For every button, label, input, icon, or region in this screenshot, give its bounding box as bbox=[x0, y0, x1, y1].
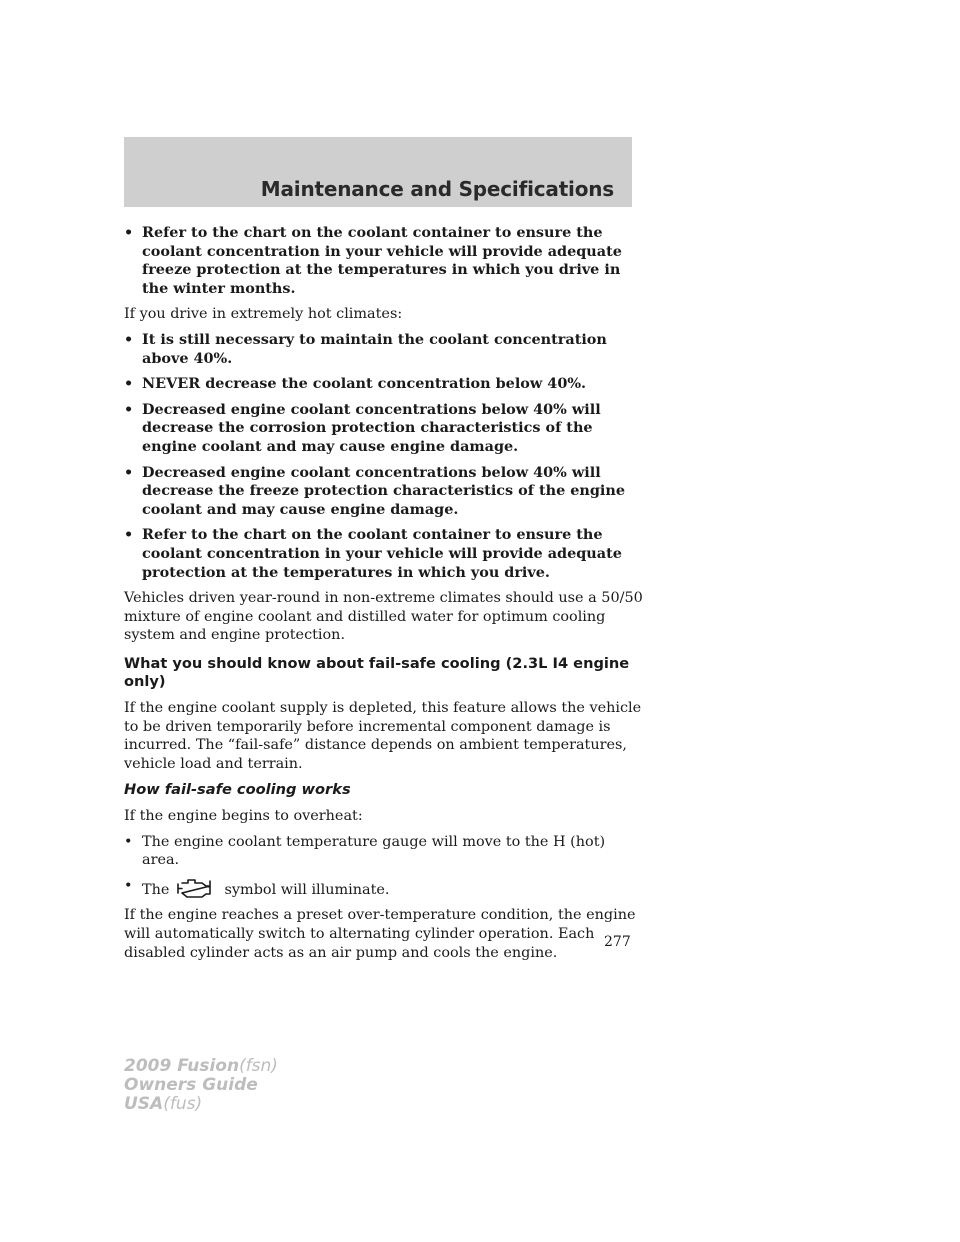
bullet-dot: • bbox=[124, 463, 134, 481]
bullet-text: It is still necessary to maintain the coolant concentration above 40%. bbox=[142, 330, 607, 367]
footer-model-code: (fsn) bbox=[239, 1056, 278, 1076]
footer-doc-id bbox=[124, 1057, 278, 1114]
footer-line-3 bbox=[124, 1095, 278, 1114]
bullet-text-pre: The bbox=[142, 881, 170, 898]
bullet-dot: • bbox=[124, 375, 134, 393]
bullet-dot: • bbox=[124, 833, 133, 850]
bullet-item bbox=[124, 526, 644, 582]
section-header-band bbox=[124, 137, 632, 207]
bullet-text: Decreased engine coolant concentrations below 40% will decrease the corrosion protection characteristics of the engine coolant and may cause engine damage. bbox=[142, 400, 601, 455]
footer-region-code: (fus) bbox=[163, 1094, 203, 1114]
footer-line-1 bbox=[124, 1057, 278, 1076]
check-engine-icon bbox=[176, 877, 214, 899]
footer-region: USA bbox=[124, 1094, 164, 1114]
footer-model: 2009 Fusion bbox=[124, 1056, 240, 1076]
paragraph-overheat: If the engine begins to overheat: bbox=[124, 808, 363, 825]
bullet-item bbox=[124, 224, 644, 298]
bullet-item bbox=[124, 375, 644, 394]
footer-line-2: Owners Guide bbox=[124, 1075, 258, 1095]
bullet-item bbox=[124, 877, 644, 900]
bullet-text: The engine coolant temperature gauge will move to the H (hot) area. bbox=[142, 833, 606, 869]
paragraph-coolant-depleted: If the engine coolant supply is depleted, this feature allows the vehicle to be driven temporarily before incremental component damage is incurred. The “fail-safe” distance depends on ambient temperatures, vehicle load and terrain. bbox=[124, 700, 642, 772]
bullet-text-post: symbol will illuminate. bbox=[224, 881, 390, 898]
bullet-dot: • bbox=[124, 224, 134, 241]
page-number: 277 bbox=[604, 934, 631, 950]
bullet-item bbox=[124, 331, 644, 368]
paragraph-hot-climates: If you drive in extremely hot climates: bbox=[124, 306, 403, 323]
page-content bbox=[124, 224, 644, 969]
bullet-dot: • bbox=[124, 330, 134, 348]
heading-fail-safe-cooling: What you should know about fail-safe cooling (2.3L I4 engine only) bbox=[124, 654, 630, 691]
bullet-text: Refer to the chart on the coolant container to ensure the coolant concentration in your vehicle will provide adequate protection at the temperatures in which you drive. bbox=[142, 526, 622, 581]
bullet-dot: • bbox=[124, 526, 134, 544]
bullet-text: Decreased engine coolant concentrations below 40% will decrease the freeze protection characteristics of the engine coolant and may cause engine damage. bbox=[142, 463, 625, 518]
paragraph-year-round: Vehicles driven year-round in non-extreme climates should use a 50/50 mixture of engine coolant and distilled water for optimum cooling system and engine protection. bbox=[124, 590, 643, 644]
bullet-item bbox=[124, 833, 644, 870]
bullet-text: Refer to the chart on the coolant container to ensure the coolant concentration in your vehicle will provide adequate freeze protection at the temperatures in which you drive in the winter months. bbox=[142, 224, 622, 297]
bullet-dot: • bbox=[124, 877, 133, 894]
section-title: Maintenance and Specifications bbox=[260, 177, 614, 201]
subheading-how-it-works: How fail-safe cooling works bbox=[124, 781, 351, 799]
bullet-item bbox=[124, 401, 644, 457]
bullet-text: NEVER decrease the coolant concentration below 40%. bbox=[142, 375, 587, 393]
bullet-dot: • bbox=[124, 400, 134, 418]
bullet-item bbox=[124, 464, 644, 520]
paragraph-preset-condition: If the engine reaches a preset over-temperature condition, the engine will automatically switch to alternating cylinder operation. Each disabled cylinder acts as an air pump and cools the engine. bbox=[124, 907, 636, 961]
